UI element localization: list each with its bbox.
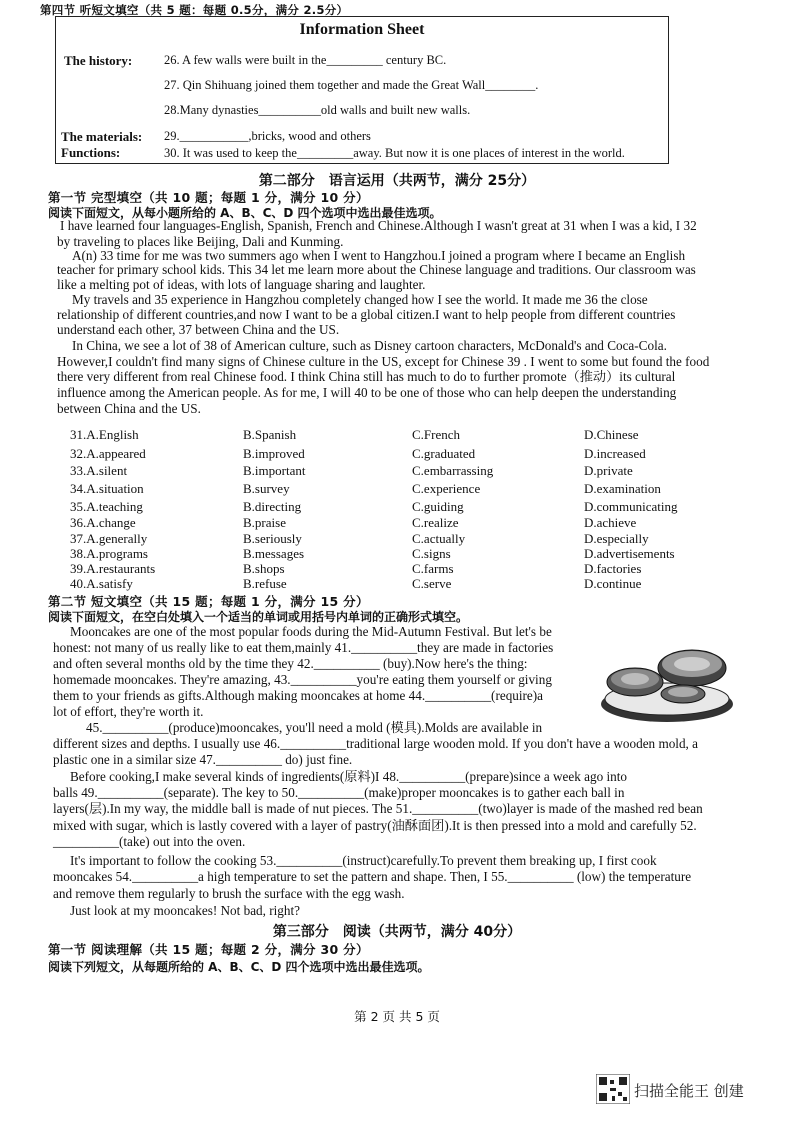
cloze-instruction: 阅读下面短文，从每小题所给的 A、B、C、D 四个选项中选出最佳选项。	[48, 206, 442, 220]
reading-instruction: 阅读下列短文，从每题所给的 A、B、C、D 四个选项中选出最佳选项。	[48, 960, 430, 974]
mooncake-image	[597, 636, 737, 726]
cloze-line: between China and the US.	[57, 401, 201, 416]
cloze-line: like a melting pot of ideas, with lots of language sharing and laughter.	[57, 277, 426, 292]
option-item: C.realize	[412, 515, 459, 530]
option-item: B.messages	[243, 546, 305, 561]
option-item: B.improved	[243, 446, 305, 461]
info-line-30: 30. It was used to keep the_________away. But now it is one places of interest in the world.	[164, 146, 625, 160]
cloze-line: However,I couldn't find many signs of Chinese culture in the US, except for Chinese 39 . I went to some but found the food	[57, 354, 710, 369]
label-functions: Functions:	[61, 145, 121, 160]
cloze-line: In China, we see a lot of 38 of American culture, such as Disney cartoon characters, McDonald's and Coca-Cola.	[72, 338, 667, 353]
fill-line: lot of effort, they're worth it.	[53, 704, 204, 719]
fill-line: layers(层).In my way, the middle ball is made of nut pieces. The 51.__________(two)layer is made of the mashed red bean	[53, 801, 703, 816]
option-item: B.directing	[243, 499, 302, 514]
scanner-watermark	[594, 1074, 774, 1104]
qr-code-icon	[596, 1074, 630, 1104]
cloze-line: understand each other, 37 between China and the US.	[57, 322, 340, 337]
option-item: 39.A.restaurants	[70, 561, 156, 576]
option-item: D.factories	[584, 561, 642, 576]
option-item: C.guiding	[412, 499, 464, 514]
option-item: D.examination	[584, 481, 661, 496]
fill-section-heading: 第二节 短文填空（共 15 题；每题 1 分，满分 15 分）	[48, 594, 369, 609]
option-item: B.important	[243, 463, 306, 478]
info-line-27: 27. Qin Shihuang joined them together and made the Great Wall________.	[164, 78, 539, 92]
option-item: C.farms	[412, 561, 454, 576]
option-item: 38.A.programs	[70, 546, 148, 561]
option-item: 40.A.satisfy	[70, 576, 133, 591]
option-item: D.private	[584, 463, 633, 478]
cloze-line: influence among the American people. As for me, I will 40 to be one of those who can help deepen the understanding	[57, 385, 677, 400]
fill-line: different sizes and depths. I usually use 46.__________traditional large wooden mold. If you don't have a wooden mold, a	[53, 736, 699, 751]
fill-line: 45.__________(produce)mooncakes, you'll need a mold (模具).Molds are available in	[86, 720, 543, 735]
option-item: B.refuse	[243, 576, 287, 591]
info-line-28: 28.Many dynasties__________old walls and built new walls.	[164, 103, 471, 117]
part3-heading: 第三部分 阅读（共两节，满分 40分）	[272, 924, 522, 940]
fill-line: It's important to follow the cooking 53.__________(instruct)carefully.To prevent them breaking up, I first cook	[70, 853, 657, 868]
option-item: D.achieve	[584, 515, 637, 530]
option-item: B.survey	[243, 481, 290, 496]
fill-line: and often several months old by the time they 42.__________ (buy).Now here's the thing:	[53, 656, 528, 671]
part2-heading: 第二部分 语言运用（共两节，满分 25分）	[258, 173, 536, 189]
option-item: D.communicating	[584, 499, 678, 514]
option-item: D.Chinese	[584, 427, 639, 442]
option-item: 35.A.teaching	[70, 499, 143, 514]
reading-section-heading: 第一节 阅读理解（共 15 题；每题 2 分，满分 30 分）	[48, 942, 369, 957]
option-item: C.French	[412, 427, 461, 442]
option-item: 32.A.appeared	[70, 446, 146, 461]
fill-line: Just look at my mooncakes! Not bad, right?	[70, 903, 301, 918]
fill-line: mixed with sugar, which is lastly covered with a layer of pastry(油酥面团).It is then pressed into a mold and carefully 52.	[53, 818, 697, 833]
option-item: C.serve	[412, 576, 452, 591]
information-sheet-title: Information Sheet	[299, 21, 425, 38]
fill-line: Before cooking,I make several kinds of ingredients(原料)I 48.__________(prepare)since a week ago into	[70, 769, 627, 784]
fill-line: homemade mooncakes. They're amazing, 43.__________you're eating them yourself or giving	[53, 672, 552, 687]
fill-line: honest: not many of us really like to eat them,mainly 41.__________they are made in factories	[53, 640, 554, 655]
option-item: D.continue	[584, 576, 642, 591]
option-item: D.increased	[584, 446, 646, 461]
fill-line: plastic one in a similar size 47.__________ do) just fine.	[53, 752, 353, 767]
fill-line: mooncakes 54.__________a high temperature to set the pattern and shape. Then, I 55.__________ (low) the temperature	[53, 869, 692, 884]
option-item: C.signs	[412, 546, 451, 561]
fill-line: __________(take) out into the oven.	[53, 834, 246, 849]
cloze-line: A(n) 33 time for me was two summers ago when I went to Hangzhou.I joined a program where I became an English	[72, 248, 686, 263]
option-item: C.embarrassing	[412, 463, 494, 478]
cloze-section-heading: 第一节 完型填空（共 10 题；每题 1 分，满分 10 分）	[48, 190, 369, 205]
page-number: 第 2 页 共 5 页	[354, 1009, 440, 1024]
cloze-line: by traveling to places like Beijing, Dali and Kunming.	[57, 234, 344, 249]
fill-line: balls 49.__________(separate). The key to 50.__________(make)proper mooncakes is to gather each ball in	[53, 785, 625, 800]
option-item: B.seriously	[243, 531, 302, 546]
option-item: 36.A.change	[70, 515, 136, 530]
fill-line: them to your friends as gifts.Although making mooncakes at home 44.__________(require)a	[53, 688, 544, 703]
option-item: B.Spanish	[243, 427, 297, 442]
listening-section-heading: 第四节 听短文填空（共 5 题：每题 0.5分，满分 2.5分）	[40, 3, 349, 17]
cloze-line: My travels and 35 experience in Hangzhou completely changed how I see the world. It made me 36 the close	[72, 292, 648, 307]
cloze-line: teacher for primary school kids. This 34 let me learn more about the Chinese language and traditions. Our classroom was	[57, 262, 696, 277]
fill-line: Mooncakes are one of the most popular foods during the Mid-Autumn Festival. But let's be	[70, 624, 552, 639]
fill-line: and remove them regularly to brush the surface with the egg wash.	[53, 886, 405, 901]
label-materials: The materials:	[61, 129, 143, 144]
information-sheet	[55, 16, 669, 164]
option-item: 33.A.silent	[70, 463, 128, 478]
option-item: B.shops	[243, 561, 285, 576]
option-item: D.especially	[584, 531, 649, 546]
option-item: C.experience	[412, 481, 481, 496]
option-item: 31.A.English	[70, 427, 139, 442]
option-item: D.advertisements	[584, 546, 675, 561]
cloze-line: there very different from real Chinese food. I think China still has much to do to further promote（推动）its cultural	[57, 369, 676, 384]
option-item: 34.A.situation	[70, 481, 144, 496]
label-history: The history:	[64, 53, 133, 68]
watermark-text: 扫描全能王 创建	[634, 1082, 744, 1100]
cloze-line: relationship of different countries,and now I want to be a global citizen.I want to help people from different countries	[57, 307, 676, 322]
info-line-26: 26. A few walls were built in the_________ century BC.	[164, 53, 447, 67]
cloze-line: I have learned four languages-English, Spanish, French and Chinese.Although I wasn't great at 31 when I was a kid, I 32	[60, 218, 697, 233]
option-item: B.praise	[243, 515, 286, 530]
option-item: 37.A.generally	[70, 531, 148, 546]
info-line-29: 29.___________,bricks, wood and others	[164, 129, 371, 143]
fill-instruction: 阅读下面短文，在空白处填入一个适当的单词或用括号内单词的正确形式填空。	[48, 610, 469, 624]
option-item: C.graduated	[412, 446, 476, 461]
option-item: C.actually	[412, 531, 466, 546]
